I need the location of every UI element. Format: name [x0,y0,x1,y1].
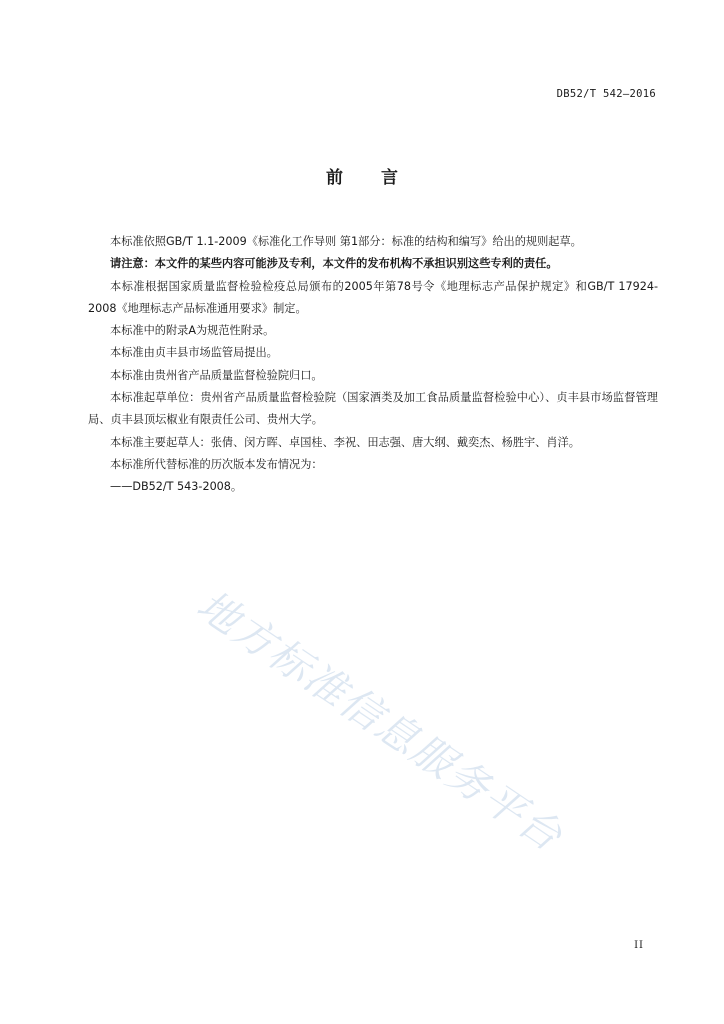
title-char-2: 言 [381,168,398,188]
title-char-1: 前 [326,168,343,188]
paragraph-appendix: 本标准中的附录A为规范性附录。 [110,324,275,338]
paragraph-proposer: 本标准由贞丰县市场监管局提出。 [110,346,278,360]
paragraph-drafting-rules: 本标准依照GB/T 1.1-2009《标准化工作导则 第1部分：标准的结构和编写》给出的规则起草。 [110,235,582,248]
page-title [0,163,724,188]
watermark: 地方标准信息服务平台 [188,580,572,862]
foreword-body [88,231,658,499]
paragraph-history-intro: 本标准所代替标准的历次版本发布情况为： [110,457,323,471]
paragraph-centralized-unit: 本标准由贵州省产品质量监督检验院归口。 [110,368,323,382]
paragraph-basis: 本标准根据国家质量监督检验检疫总局颁布的2005年第78号令《地理标志产品保护规定》和GB/T 17924-2008《地理标志产品标准通用要求》制定。 [88,279,658,315]
paragraph-drafters: 本标准主要起草人：张倩、闵方晖、卓国桂、李祝、田志强、唐大纲、戴奕杰、杨胜宇、肖洋。 [110,435,580,449]
page-number: II [634,940,644,951]
paragraph-history-item: ——DB52/T 543-2008。 [110,480,243,494]
paragraph-drafting-units: 本标准起草单位：贵州省产品质量监督检验院（国家酒类及加工食品质量监督检验中心）、贞丰县市场监督管理局、贞丰县顶坛椒业有限责任公司、贵州大学。 [88,391,658,427]
document-code: DB52/T 542—2016 [556,88,656,100]
paragraph-patent-notice: 请注意：本文件的某些内容可能涉及专利，本文件的发布机构不承担识别这些专利的责任。 [110,257,558,271]
